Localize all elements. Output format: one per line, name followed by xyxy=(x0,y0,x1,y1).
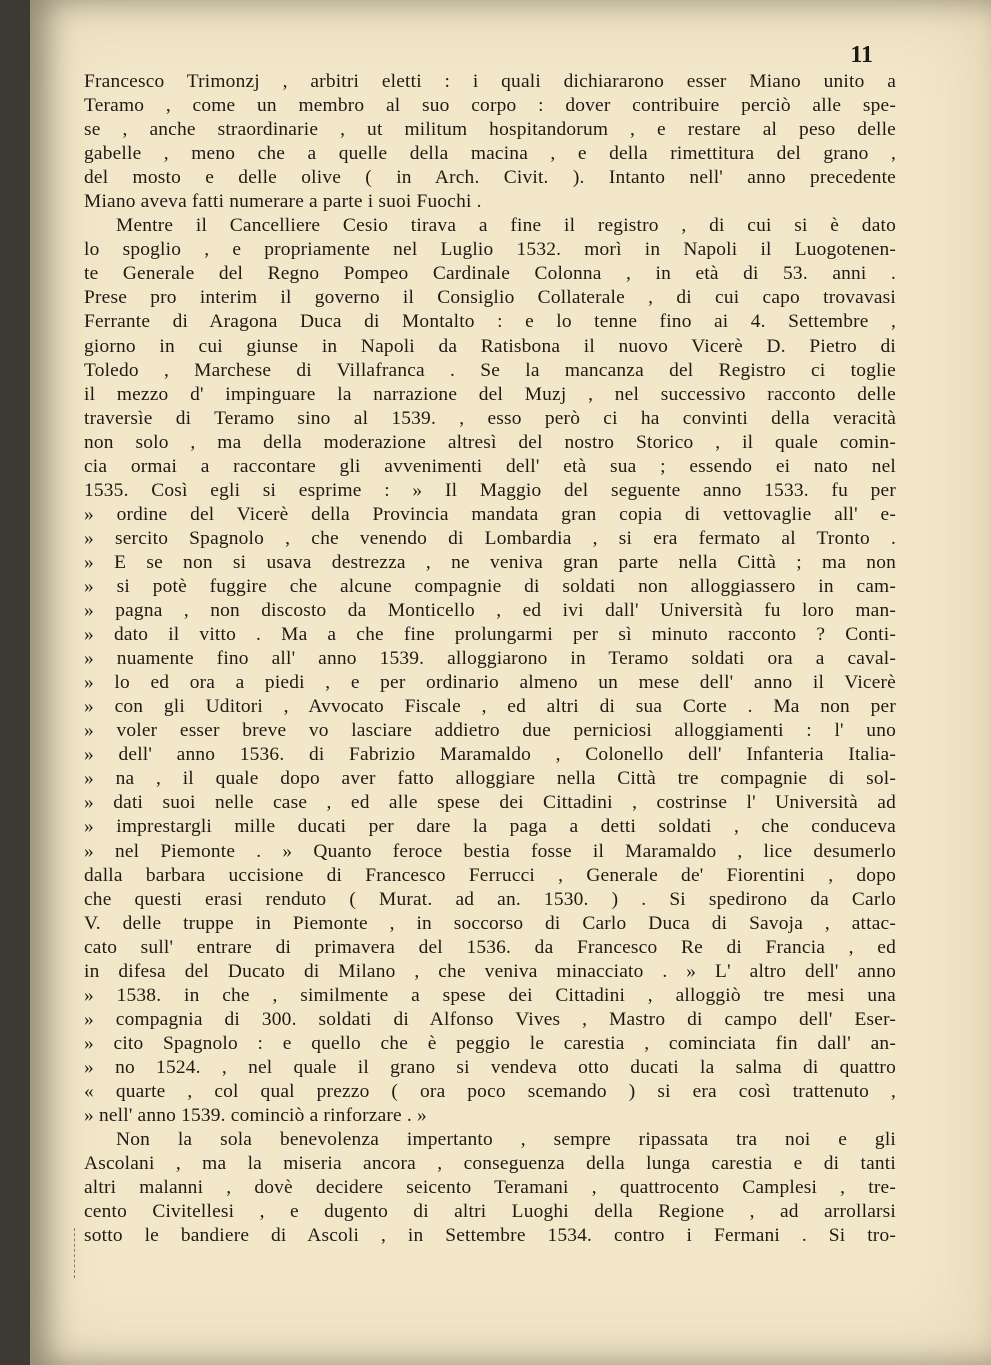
text-line: » cito Spagnolo : e quello che è peggio le carestia , cominciata fin dall' an- xyxy=(84,1032,896,1054)
text-line: traversìe di Teramo sino al 1539. , esso però ci ha convinti della veracità xyxy=(84,407,896,429)
text-line: » dell' anno 1536. di Fabrizio Maramaldo , Colonello dell' Infanteria Italia- xyxy=(84,744,896,766)
text-line: » dati suoi nelle case , ed alle spese dei Cittadini , costrinse l' Università ad xyxy=(84,792,896,814)
text-line: » no 1524. , nel quale il grano si vendeva otto ducati la salma di quattro xyxy=(84,1056,896,1078)
text-line: giorno in cui giunse in Napoli da Ratisbona il nuovo Vicerè D. Pietro di xyxy=(84,335,896,357)
text-line: 1535. Così egli si esprime : » Il Maggio del seguente anno 1533. fu per xyxy=(84,479,896,501)
text-line: gabelle , meno che a quelle della macina , e della rimettitura del grano , xyxy=(84,143,896,165)
text-line: Non la sola benevolenza impertanto , sempre ripassata tra noi e gli xyxy=(116,1129,896,1151)
text-line: del mosto e delle olive ( in Arch. Civit. ). Intanto nell' anno precedente xyxy=(84,167,896,189)
text-line: te Generale del Regno Pompeo Cardinale Colonna , in età di 53. anni . xyxy=(84,263,896,285)
text-line: » pagna , non discosto da Monticello , ed ivi dall' Università fu loro man- xyxy=(84,600,896,622)
page-number: 11 xyxy=(850,42,873,68)
text-line: » con gli Uditori , Avvocato Fiscale , ed altri di sua Corte . Ma non per xyxy=(84,696,896,718)
text-line: » na , il quale dopo aver fatto alloggiare nella Città tre compagnie di sol- xyxy=(84,768,896,790)
text-line: il mezzo d' impinguare la narrazione del Muzj , nel successivo racconto delle xyxy=(84,383,896,405)
text-line: » E se non si usava destrezza , ne veniva gran parte nella Città ; ma non xyxy=(84,551,896,573)
text-line: » lo ed ora a piedi , e per ordinario almeno un mese dell' anno il Vicerè xyxy=(84,672,896,694)
text-line: se , anche straordinarie , ut militum hospitandorum , e restare al peso delle xyxy=(84,119,896,141)
text-line: » nel Piemonte . » Quanto feroce bestia fosse il Maramaldo , lice desumerlo xyxy=(84,840,896,862)
text-line: » voler esser breve vo lasciare addietro due perniciosi alloggiamenti : l' uno xyxy=(84,720,896,742)
text-line: Ascolani , ma la miseria ancora , conseguenza della lunga carestia e di tanti xyxy=(84,1153,896,1175)
text-line: dalla barbara uccisione di Francesco Ferrucci , Generale de' Fiorentini , dopo xyxy=(84,864,896,886)
text-line: Miano aveva fatti numerare a parte i suoi Fuochi . xyxy=(84,191,482,213)
text-line: » compagnia di 300. soldati di Alfonso Vives , Mastro di campo dell' Eser- xyxy=(84,1008,896,1030)
text-line: » dato il vitto . Ma a che fine prolungarmi per sì minuto racconto ? Conti- xyxy=(84,624,896,646)
text-line: Prese pro interim il governo il Consiglio Collaterale , di cui capo trovavasi xyxy=(84,287,896,309)
text-line: V. delle truppe in Piemonte , in soccorso di Carlo Duca di Savoja , attac- xyxy=(84,912,896,934)
text-line: » imprestargli mille ducati per dare la paga a detti soldati , che conduceva xyxy=(84,816,896,838)
text-line: non solo , ma della moderazione altresì del nostro Storico , il quale comin- xyxy=(84,431,896,453)
text-line: altri malanni , dovè decidere seicento Teramani , quattrocento Camplesi , tre- xyxy=(84,1177,896,1199)
text-line: cato sull' entrare di primavera del 1536. da Francesco Re di Francia , ed xyxy=(84,936,896,958)
text-line: che questi erasi renduto ( Murat. ad an. 1530. ) . Si spedirono da Carlo xyxy=(84,888,896,910)
text-line: » nuamente fino all' anno 1539. alloggiarono in Teramo soldati ora a caval- xyxy=(84,648,896,670)
book-page xyxy=(30,0,991,1365)
text-line: Teramo , come un membro al suo corpo : dover contribuire perciò alle spe- xyxy=(84,95,896,117)
text-line: cento Civitellesi , e dugento di altri Luoghi della Regione , ad arrollarsi xyxy=(84,1201,896,1223)
text-line: in difesa del Ducato di Milano , che veniva minacciato . » L' altro dell' anno xyxy=(84,960,896,982)
text-line: cia ormai a raccontare gli avvenimenti dell' età sua ; essendo ei nato nel xyxy=(84,455,896,477)
text-line: » sercito Spagnolo , che venendo di Lombardia , si era fermato al Tronto . xyxy=(84,527,896,549)
text-line: Mentre il Cancelliere Cesio tirava a fine il registro , di cui si è dato xyxy=(116,215,896,237)
text-line: » nell' anno 1539. cominciò a rinforzare . » xyxy=(84,1105,427,1127)
text-line: lo spoglio , e propriamente nel Luglio 1532. morì in Napoli il Luogotenen- xyxy=(84,239,896,261)
text-line: » 1538. in che , similmente a spese dei Cittadini , alloggiò tre mesi una xyxy=(84,984,896,1006)
text-line: « quarte , col qual prezzo ( ora poco scemando ) si era così trattenuto , xyxy=(84,1080,896,1102)
text-line: sotto le bandiere di Ascoli , in Settembre 1534. contro i Fermani . Si tro- xyxy=(84,1225,896,1247)
text-line: » ordine del Vicerè della Provincia mandata gran copia di vettovaglie all' e- xyxy=(84,503,896,525)
text-line: Toledo , Marchese di Villafranca . Se la mancanza del Registro ci toglie xyxy=(84,359,896,381)
text-line: » si potè fuggire che alcune compagnie di soldati non alloggiassero in cam- xyxy=(84,575,896,597)
body-text xyxy=(84,70,896,1248)
margin-mark xyxy=(74,1228,81,1278)
text-line: Francesco Trimonzj , arbitri eletti : i quali dichiararono esser Miano unito a xyxy=(84,71,896,92)
text-line: Ferrante di Aragona Duca di Montalto : e lo tenne fino ai 4. Settembre , xyxy=(84,311,896,333)
